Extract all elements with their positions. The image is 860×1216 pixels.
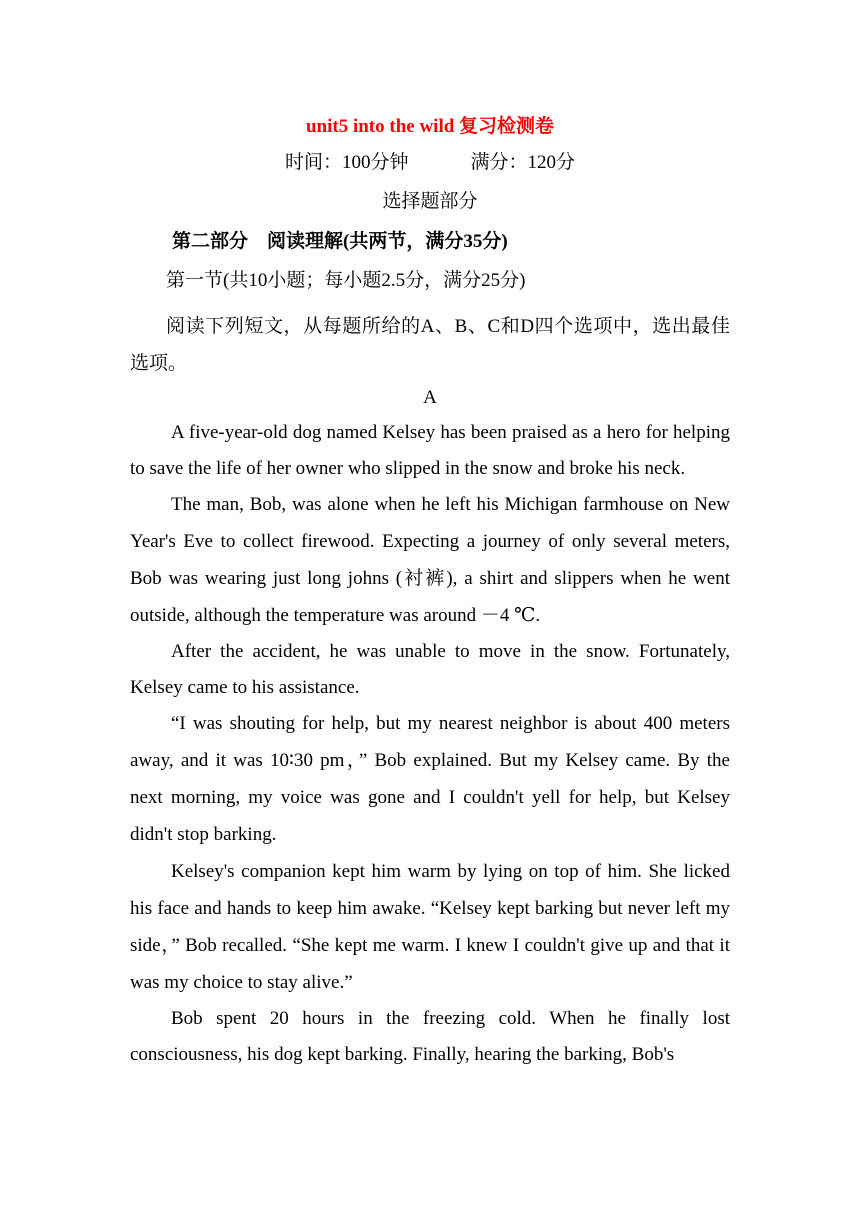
paragraph: The man, Bob, was alone when he left his Michigan farmhouse on New Year's Eve to collect firewood. Expecting a journey of only several meters, Bob was wearing just long johns (衬裤), a shirt and slippers when he went outside, although the temperature was around －4 ℃. [130, 494, 730, 626]
exam-meta [0, 150, 860, 176]
subsection-heading: 第一节(共10小题；每小题2.5分，满分25分) [166, 270, 526, 291]
paragraph: A five-year-old dog named Kelsey has been praised as a hero for helping to save the life of her owner who slipped in the snow and broke his neck. [130, 422, 730, 479]
score-label: 满分：120分 [470, 152, 576, 173]
passage-body [130, 415, 730, 1072]
paragraph: Kelsey's companion kept him warm by lying on top of him. She licked his face and hands to keep him awake. “Kelsey kept barking but never left my side，” Bob recalled. “She kept me warm. I knew I couldn't give up and that it was my choice to stay alive.” [130, 861, 730, 993]
document-title: unit5 into the wild 复习检测卷 [305, 116, 555, 137]
paragraph: Bob spent 20 hours in the freezing cold. When he finally lost consciousness, his dog kept barking. Finally, hearing the barking, Bob's [130, 1008, 730, 1065]
passage-label: A [423, 387, 437, 408]
section-label: 选择题部分 [382, 191, 478, 212]
paragraph: “I was shouting for help, but my nearest neighbor is about 400 meters away, and it was 10∶30 pm，” Bob explained. But my Kelsey came. By the next morning, my voice was gone and I couldn't yell for help, but Kelsey didn't stop barking. [130, 713, 730, 845]
instructions: 阅读下列短文，从每题所给的A、B、C和D四个选项中，选出最佳选项。 [130, 316, 730, 374]
part-heading: 第二部分 阅读理解(共两节，满分35分) [172, 231, 508, 252]
paragraph: After the accident, he was unable to move in the snow. Fortunately, Kelsey came to his assistance. [130, 641, 730, 698]
time-label: 时间：100分钟 [284, 152, 409, 173]
